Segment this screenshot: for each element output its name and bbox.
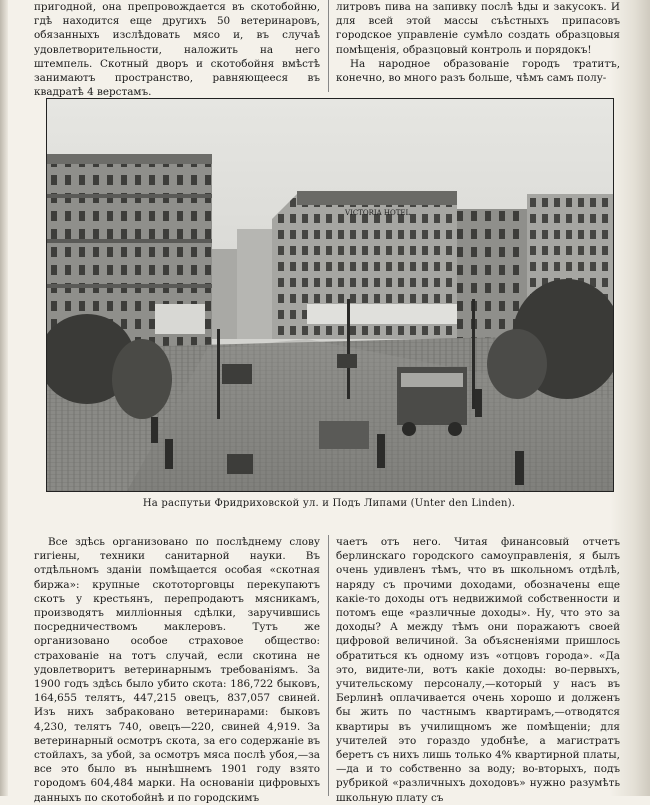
column-divider-top <box>328 0 329 92</box>
top-right-column <box>336 0 620 85</box>
top-left-column <box>34 0 320 99</box>
street-photograph <box>46 98 614 492</box>
paragraph: На народное образованіе городъ тратитъ, конечно, во много разъ больше, чѣмъ самъ полу- <box>336 57 620 85</box>
paragraph: литровъ пива на запивку послѣ ѣды и закусокъ. И для всей этой массы съѣстныхъ припасовъ городское управленіе сумѣло создать образцовыя помѣщенія, образцовый контроль и порядокъ! <box>336 1 620 56</box>
paragraph: пригодной, она препровождается въ скотобойню, гдѣ находится еще другихъ 50 ветеринаровъ, обязанныхъ изслѣдовать мясо и, въ случаѣ удовлетворительности, наложить на него штемпель. Скотный дворъ и скотобойня вмѣстѣ занимаютъ пространство, равняющееся въ квадратѣ 4 верстамъ. <box>34 1 320 99</box>
photo-caption: На распутьи Фридриховской ул. и Подъ Липами (Unter den Linden). <box>142 498 516 509</box>
bottom-right-column <box>336 535 620 805</box>
hotel-sign-text: VICTORIA HOTEL <box>345 209 411 217</box>
column-divider-bottom <box>328 535 329 796</box>
bottom-left-column <box>34 535 320 805</box>
page-binding-shadow <box>0 0 8 796</box>
paragraph: Все здѣсь организовано по послѣднему слову гигіены, техники санитарной науки. Въ отдѣльномъ зданіи помѣщается особая «скотная биржа»: крупные скототорговцы перекупаютъ скотъ у крестьянъ, перепродаютъ мясникамъ, производятъ милліонныя сдѣлки, заручившись посредничествомъ маклеровъ. Тутъ же организовано особое страховое общество: страхованіе на тотъ случай, если скотина не удовлетворитъ ветеринарнымъ требованіямъ. За 1900 годъ здѣсь было убито скота: 186,722 быковъ, 164,655 телятъ, 447,215 овецъ, 837,057 свиней. Изъ нихъ забраковано ветеринарами: быковъ 4,230, телятъ 740, овецъ—220, свиней 4,919. За ветеринарный осмотръ скота, за его содержаніе въ стойлахъ, за убой, за осмотръ мяса послѣ убоя,—за все это было въ нынѣшнемъ 1901 году взято городомъ 604,484 марки. На основаніи цифровыхъ данныхъ по скотобойнѣ и по городскимъ <box>34 536 320 804</box>
paragraph: чаетъ отъ него. Читая финансовый отчетъ берлинскаго городского самоуправленія, я былъ очень удивленъ тѣмъ, что въ школьномъ отдѣлѣ, наряду съ прочими доходами, обозначены еще какіе-то доходы отъ недвижимой собственности и потомъ еще «различные доходы». Ну, что это за доходы? А между тѣмъ они поражаютъ своей цифровой величиной. За объясненіями пришлось обратиться къ одному изъ «отцовъ города». «Да это, видите-ли, вотъ какіе доходы: во-первыхъ, учительскому персоналу,—который у насъ въ Берлинѣ оплачивается очень хорошо и долженъ бы жить по частнымъ квартирамъ,—отводятся квартиры въ училищномъ же помѣщеніи; для учителей это гораздо удобнѣе, а магистратъ беретъ съ нихъ лишь только 4% квартирной платы,—да и то собственно за воду; во-вторыхъ, подъ рубрикой «различныхъ доходовъ» нужно разумѣть школьную плату съ <box>336 536 620 804</box>
